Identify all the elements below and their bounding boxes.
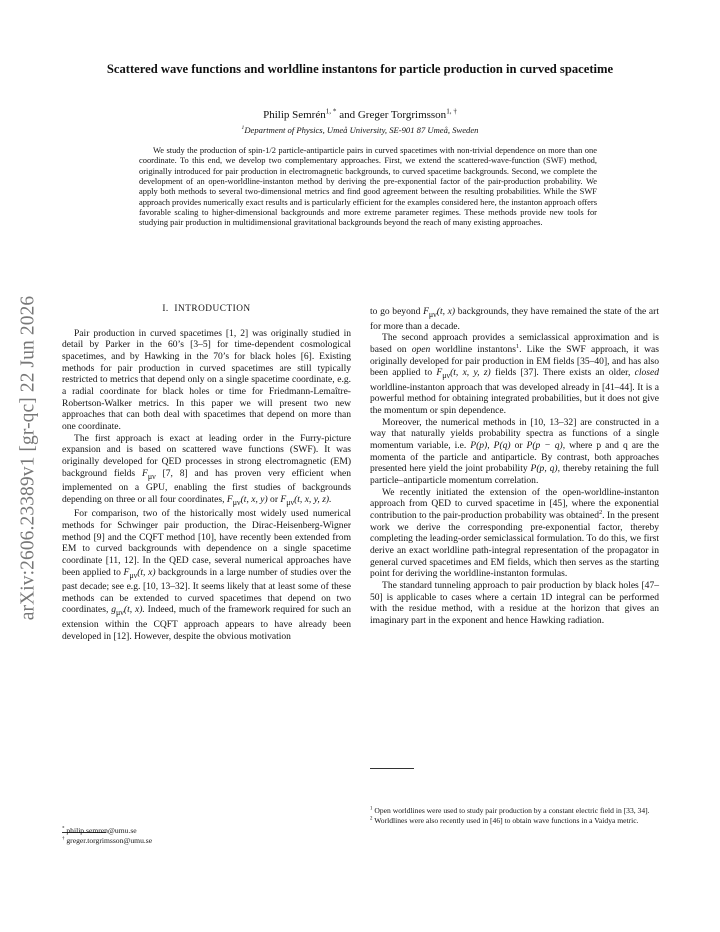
math-symbol: F [423, 306, 429, 317]
paragraph-text: backgrounds, they have remained the state of the art for more than a decade. [370, 306, 660, 332]
math-args: (t, x, y) [240, 493, 268, 505]
author-line [60, 109, 660, 121]
paragraph-text: to go beyond [370, 306, 421, 317]
math-subscript: μν [428, 309, 437, 319]
math-args: (t, x, y, z) [450, 367, 491, 379]
math-symbol: F [141, 467, 148, 479]
section-title: INTRODUCTION [174, 304, 251, 314]
paragraph-text: thereby retaining the full particle–antiparticle momentum correlation. [370, 463, 660, 486]
math-subscript: μν [232, 497, 241, 507]
footnote-mark: † [62, 836, 65, 842]
paragraph [370, 580, 659, 627]
math-subscript: μν [116, 608, 124, 618]
paragraph [62, 433, 351, 509]
paragraph-text: or [514, 440, 523, 452]
footnote-text: Open worldlines were used to study pair production by a constant electric field in [33, 34]. [374, 806, 650, 815]
footnote [62, 836, 342, 846]
footnote [370, 806, 660, 816]
paragraph [370, 332, 659, 417]
author-2: Greger Torgrimsson [357, 109, 447, 121]
section-number: I. [162, 304, 169, 314]
footnote [62, 826, 342, 836]
math-args: (t, x, y, z). [294, 493, 332, 505]
paragraph-text: [7, 8] and has proven very efficient when implemented on a GPU, enabling the first studies of backgrounds depending on three or all four coordinates, [62, 467, 351, 505]
math-symbol: F [436, 367, 443, 379]
footnote-mark: 2 [599, 508, 603, 516]
math-args: (t, x) [137, 566, 156, 578]
affiliation-mark: 1 [241, 125, 245, 132]
paragraph-text: . In the present work we derive the corresponding pre-exponential factor, thereby completing the leading-order semiclassical formulation. To do this, we first derive an exact worldline path-integral representation of the propagator in general curved spacetimes and EM fields, which then serves as the starting point for deriving the worldline-instanton formulas. [370, 509, 659, 580]
affiliation-text: Department of Physics, Umeå University, SE-901 87 Umeå, Sweden [244, 125, 479, 135]
paragraph [62, 328, 351, 433]
author-2-mark: 1, † [446, 107, 457, 116]
paragraph [62, 508, 351, 642]
author-1: Philip Semrén [263, 109, 326, 121]
affiliation [60, 125, 660, 135]
paragraph-text: The second approach provides a semiclassical approximation and is based on [370, 332, 659, 355]
emphasis: open [411, 343, 431, 355]
math-subscript: μν [147, 471, 156, 481]
paragraph-text: We recently initiated the extension of the open-worldline-instanton approach from QED to curved spacetime in [45], where the exponential contribution to the pair-production probability was obtained [370, 486, 659, 521]
arxiv-identifier: arXiv:2606.23389v1 [gr-qc] 22 Jun 2026 [17, 295, 39, 621]
paragraph [370, 487, 659, 580]
author-footnotes [62, 826, 342, 845]
math-args: (t, x) [436, 306, 456, 317]
math-args: (t, x). [123, 604, 145, 616]
paragraph-text: fields [37]. There exists an older, [495, 367, 631, 379]
right-column [370, 306, 659, 627]
math-subscript: μν [129, 570, 138, 580]
author-1-mark: 1, * [325, 107, 337, 116]
math-symbol: g [111, 604, 117, 616]
paragraph-text: Moreover, the numerical methods in [10, 13–32] are constructed in a way that naturally yields probability spectra as functions of a single momentum variable, i.e. [370, 416, 659, 452]
footnote-mark: 1 [515, 342, 520, 350]
paragraph-text: Indeed, much of the framework required for such an extension within the CQFT approach appears to have already been developed in [12]. However, despite the obvious motivation [62, 604, 352, 642]
emphasis: closed [634, 367, 660, 379]
section-heading [62, 304, 351, 316]
math-subscript: μν [286, 497, 295, 507]
paragraph-text: For comparison, two of the historically most widely used numerical methods for Schwinger pair production, the Dirac-Heisenberg-Wigner method [9] and the CQFT method [10], have recently been extended from EM to curved backgrounds with dependence on a single spacetime coordinate [11, 12]. In the QED case, several numerical approaches have been applied to [62, 508, 351, 578]
math-expression: P(p, q), [530, 463, 560, 475]
paragraph-text: . Like the SWF approach, it was originally developed for pair production in EM fields [35–40], and has also been applied to [370, 343, 659, 379]
text-footnotes [370, 806, 660, 825]
footnote [370, 816, 660, 826]
footnote-text: Worldlines were also recently used in [46] to obtain wave functions in a Vaidya metric. [374, 815, 639, 825]
abstract: We study the production of spin-1/2 particle-antiparticle pairs in curved spacetimes with non-trivial dependence on more than one coordinate. To this end, we develop two complementary approaches. First, we extend the scattered-wave-function (SWF) method, originally introduced for pair production in electromagnetic backgrounds, to curved spacetime backgrounds. Second, we complete the development of an open-worldline-instanton method by deriving the pre-exponential factor of the pair-production probability. We apply both methods to several two-dimensional metrics and find good agreement between the resulting probabilities. While the SWF approach provides numerically exact results and is particularly efficient for the examples considered here, the instanton approach offers favorable scaling to higher-dimensional backgrounds and more extreme parameter regimes. These methods provide new tools for studying pair production in multidimensional gravitational backgrounds beyond the reach of many existing approaches. [139, 145, 597, 228]
math-subscript: μν [442, 371, 451, 381]
paragraph-text: worldline-instanton approach that was developed already in [41–44]. It is a powerful method for obtaining integrated probabilities, but it does not give the momentum or spin dependence. [370, 381, 659, 417]
paragraph [370, 417, 659, 487]
paper-title: Scattered wave functions and worldline instantons for particle production in curved spacetime [106, 62, 614, 76]
footnote-mark: 2 [370, 816, 373, 822]
author-and: and [339, 109, 356, 121]
left-column [62, 304, 351, 642]
paragraph-text: The standard tunneling approach to pair production by black holes [47–50] is applicable to cases where a certain 1D integral can be performed with the residue method, with a residue at the horizon that gives an imaginary part in the exponent and hence Hawking radiation. [370, 579, 659, 626]
paragraph-text: backgrounds in a large number of studies over the past decade; see e.g. [10, 13–32]. It seems likely that at least some of these methods can be extended to curved spacetimes that depend on two coordinates, [62, 566, 351, 616]
arxiv-stamp [2, 268, 54, 648]
paragraph [370, 306, 659, 332]
paragraph-text: where p and q are the momenta of the particle and antiparticle. By contrast, both approaches presented here yield the joint probability [370, 440, 660, 475]
math-expression: P(p), P(q) [470, 440, 511, 452]
math-symbol: F [280, 493, 287, 505]
math-symbol: F [123, 566, 130, 578]
math-expression: P(p − q), [526, 440, 566, 452]
paragraph-text: Pair production in curved spacetimes [1, 2] was originally studied in detail by Parker in the 60’s [3–5] for time-dependent cosmological spacetimes, and by Hawking in the 70’s for black holes [6]. Existing methods for pair production in curved spacetimes are still typically restricted to metrics that depend only on a single spacetime coordinate, e.g. a radial coordinate for black holes or time for Friedmann-Lemaître-Robertson-Walker metrics. In this paper we will present two new approaches that can both deal with spacetimes that depend on more than one coordinate. [62, 327, 351, 432]
footnote-rule [370, 768, 414, 769]
paragraph-text: The first approach is exact at leading order in the Furry-picture expansion and is based on scattered wave functions (SWF). It was originally developed for QED processes in strong electromagnetic (EM) background fields [62, 432, 351, 479]
math-symbol: F [226, 493, 233, 505]
footnote-mark: 1 [370, 806, 373, 812]
email-link[interactable]: philip.semren@umu.se [66, 826, 137, 835]
email-link[interactable]: greger.torgrimsson@umu.se [66, 835, 153, 845]
footnote-mark: * [62, 826, 65, 832]
paragraph-text: or [270, 493, 278, 505]
paragraph-text: worldline instantons [435, 343, 516, 355]
